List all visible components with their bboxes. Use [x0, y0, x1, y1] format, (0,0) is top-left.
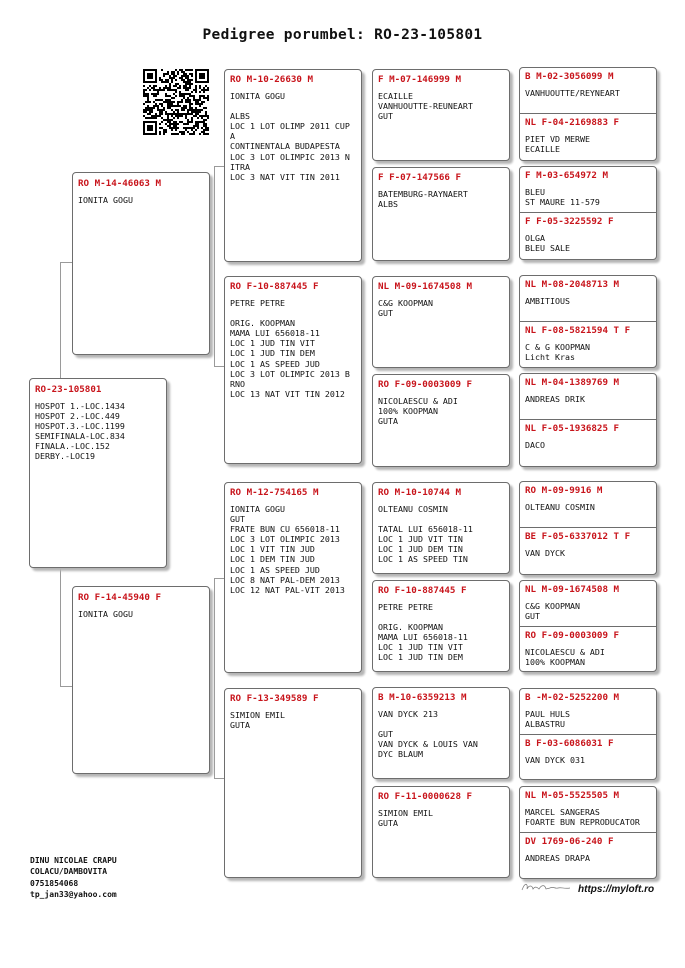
divider: [520, 626, 656, 627]
detail-line: C & G KOOPMAN: [525, 342, 590, 352]
detail-line: LOC 1 AS SPEED JUD: [230, 358, 320, 369]
ring-number: RO M-12-754165 M: [230, 487, 319, 498]
detail-line: PETRE PETRE: [230, 298, 285, 308]
detail-line: LOC 1 JUD TIN VIT: [230, 338, 315, 349]
detail-line: 100% KOOPMAN: [525, 657, 585, 668]
ring-number: DV 1769-06-240 F: [525, 836, 614, 847]
detail-line: C&G KOOPMAN: [378, 298, 433, 308]
detail-line: IONITA GOGU: [230, 504, 285, 514]
detail-line: SIMION EMIL: [378, 808, 433, 818]
divider: [520, 113, 656, 114]
detail-line: ANDREAS DRIK: [525, 394, 585, 404]
ring-number: B -M-02-5252200 M: [525, 692, 620, 703]
page-title: Pedigree porumbel: RO-23-105801: [202, 27, 483, 43]
detail-line: GUT: [378, 308, 393, 319]
gen3-card[interactable]: [372, 276, 510, 368]
owner-location: COLACU/DAMBOVITA: [30, 867, 108, 877]
divider: [520, 734, 656, 735]
ring-number: RO F-09-0003009 F: [525, 630, 620, 641]
detail-line: LOC 1 AS SPEED TIN: [378, 554, 468, 565]
website-link[interactable]: https://myloft.ro: [578, 884, 655, 895]
bird-details: [378, 396, 506, 426]
detail-line: [230, 308, 358, 318]
ring-number: RO M-10-10744 M: [378, 487, 461, 498]
detail-line: NICOLAESCU & ADI: [525, 647, 605, 657]
detail-line: IONITA GOGU: [230, 91, 285, 101]
ring-number: B F-03-6086031 F: [525, 738, 614, 749]
detail-line: LOC 3 LOT OLIMPIC 2013 B: [230, 368, 350, 379]
gen4-card[interactable]: [519, 373, 657, 467]
detail-line: LOC 1 JUD TIN DEM: [230, 348, 315, 359]
dam-details: [78, 609, 206, 619]
granddam-paternal-card[interactable]: [224, 276, 362, 464]
detail-line: RNO: [230, 378, 245, 389]
detail-line: ITRA: [230, 161, 250, 172]
detail-line: HOSPOT.3.-LOC.1199: [35, 421, 125, 432]
bird-details: [525, 394, 653, 404]
bird-details: [230, 710, 358, 730]
detail-line: LOC 3 NAT VIT TIN 2011: [230, 171, 340, 182]
detail-line: GUT: [378, 729, 393, 740]
detail-line: VANHUOUTTE/REYNEART: [525, 88, 620, 98]
ring-number: F F-07-147566 F: [378, 172, 461, 183]
detail-line: PAUL HULS: [525, 709, 570, 719]
owner-name: DINU NICOLAE CRAPU: [30, 856, 117, 865]
detail-line: DYC BLAUM: [378, 749, 423, 760]
gen4-card[interactable]: [519, 166, 657, 260]
ring-number: NL M-04-1389769 M: [525, 377, 620, 388]
detail-line: LOC 1 VIT TIN JUD: [230, 544, 315, 555]
detail-line: AMBITIOUS: [525, 296, 570, 306]
connector-line: [214, 578, 224, 579]
detail-line: FOARTE BUN REPRODUCATOR: [525, 817, 640, 828]
bird-details: [378, 298, 506, 318]
detail-line: PETRE PETRE: [378, 602, 433, 612]
gen3-card[interactable]: [372, 482, 510, 574]
bird-details: [378, 504, 506, 565]
bird-details: [378, 808, 506, 828]
detail-line: VAN DYCK 031: [525, 755, 585, 765]
detail-line: LOC 1 JUD DEM TIN: [378, 544, 463, 555]
gen4-card[interactable]: [519, 481, 657, 575]
detail-line: LOC 1 JUD TIN DEM: [378, 652, 463, 663]
bird-details: [525, 807, 653, 827]
detail-line: ORIG. KOOPMAN: [230, 318, 295, 329]
ring-number: RO M-10-26630 M: [230, 74, 313, 85]
gen3-card[interactable]: [372, 580, 510, 672]
bird-details: [525, 440, 653, 450]
detail-line: [378, 612, 506, 622]
detail-line: ECAILLE: [378, 91, 413, 101]
detail-line: LOC 1 JUD VIT TIN: [378, 534, 463, 545]
bird-details: [378, 602, 506, 663]
ring-number: RO-23-105801: [35, 384, 102, 395]
bird-details: [525, 755, 653, 765]
detail-line: MARCEL SANGERAS: [525, 807, 600, 817]
detail-line: VAN DYCK 213: [378, 709, 438, 719]
grandsire-maternal-card[interactable]: [224, 482, 362, 673]
bird-details: [525, 709, 653, 729]
owner-email[interactable]: tp_jan33@yahoo.com: [30, 889, 117, 899]
gen3-card[interactable]: [372, 69, 510, 161]
detail-line: ANDREAS DRAPA: [525, 853, 590, 863]
detail-line: GUTA: [230, 720, 250, 731]
gen3-card[interactable]: [372, 374, 510, 467]
detail-line: LOC 1 JUD TIN VIT: [378, 642, 463, 653]
bird-details: [378, 189, 506, 209]
detail-line: 100% KOOPMAN: [378, 406, 438, 417]
detail-line: SIMION EMIL: [230, 710, 285, 720]
divider: [520, 419, 656, 420]
bird-details: [525, 187, 653, 207]
ring-number: F M-03-654972 M: [525, 170, 608, 181]
connector-line: [60, 262, 72, 263]
detail-line: ALBS: [378, 199, 398, 210]
detail-line: NICOLAESCU & ADI: [378, 396, 458, 406]
bird-details: [525, 342, 653, 362]
bird-details: [230, 298, 358, 399]
detail-line: VANHUOUTTE-REUNEART: [378, 101, 473, 112]
ring-number: RO F-11-0000628 F: [378, 791, 473, 802]
gen4-card[interactable]: [519, 275, 657, 368]
subject-details: [35, 401, 163, 462]
subject-card[interactable]: [29, 378, 167, 568]
detail-line: BATEMBURG-RAYNAERT: [378, 189, 468, 199]
gen4-card[interactable]: [519, 786, 657, 879]
detail-line: ALBS: [230, 111, 250, 122]
ring-number: RO F-10-887445 F: [378, 585, 467, 596]
detail-line: CONTINENTALA BUDAPESTA: [230, 141, 340, 152]
gen3-card[interactable]: [372, 786, 510, 878]
detail-line: MAMA LUI 656018-11: [230, 328, 320, 339]
ring-number: F M-07-146999 M: [378, 74, 461, 85]
detail-line: GUT: [230, 514, 245, 525]
ring-number: RO M-14-46063 M: [78, 178, 161, 189]
detail-line: LOC 13 NAT VIT TIN 2012: [230, 388, 345, 399]
detail-line: LOC 8 NAT PAL-DEM 2013: [230, 574, 340, 585]
detail-line: ECAILLE: [525, 144, 560, 155]
bird-details: [378, 709, 506, 759]
ring-number: NL M-09-1674508 M: [378, 281, 473, 292]
sire-card[interactable]: [72, 172, 210, 355]
detail-line: LOC 1 LOT OLIMP 2011 CUP: [230, 121, 350, 132]
detail-line: IONITA GOGU: [78, 195, 133, 205]
ring-number: NL F-05-1936825 F: [525, 423, 620, 434]
detail-line: LOC 1 AS SPEED JUD: [230, 564, 320, 575]
ring-number: RO F-09-0003009 F: [378, 379, 473, 390]
ring-number: RO F-13-349589 F: [230, 693, 319, 704]
connector-line: [60, 686, 72, 687]
detail-line: VAN DYCK: [525, 548, 565, 558]
detail-line: SEMIFINALA-LOC.834: [35, 431, 125, 442]
detail-line: FRATE BUN CU 656018-11: [230, 524, 340, 535]
detail-line: LOC 3 LOT OLIMPIC 2013: [230, 534, 340, 545]
detail-line: Licht Kras: [525, 352, 575, 363]
divider: [520, 527, 656, 528]
connector-line: [214, 778, 224, 779]
gen4-card[interactable]: [519, 580, 657, 672]
detail-line: LOC 12 NAT PAL-VIT 2013: [230, 584, 345, 595]
granddam-maternal-card[interactable]: [224, 688, 362, 878]
bird-details: [525, 134, 653, 154]
detail-line: DERBY.-LOC19: [35, 451, 95, 462]
divider: [520, 832, 656, 833]
detail-line: OLTEANU COSMIN: [525, 502, 595, 512]
bird-details: [378, 91, 506, 121]
gen3-card[interactable]: [372, 167, 510, 261]
connector-line: [214, 366, 224, 367]
detail-line: MAMA LUI 656018-11: [378, 632, 468, 643]
owner-phone: 0751854068: [30, 878, 79, 888]
detail-line: PIET VD MERWE: [525, 134, 590, 144]
detail-line: OLTEANU COSMIN: [378, 504, 448, 514]
detail-line: BLEU: [525, 187, 545, 197]
qr-code: [143, 69, 209, 135]
detail-line: GUT: [378, 111, 393, 122]
ring-number: RO M-09-9916 M: [525, 485, 603, 496]
detail-line: LOC 1 DEM TIN JUD: [230, 554, 315, 565]
detail-line: VAN DYCK & LOUIS VAN: [378, 739, 478, 750]
connector-line: [214, 166, 215, 366]
detail-line: FINALA.-LOC.152: [35, 441, 110, 452]
detail-line: GUTA: [378, 818, 398, 829]
detail-line: LOC 3 LOT OLIMPIC 2013 N: [230, 151, 350, 162]
detail-line: BLEU SALE: [525, 243, 570, 254]
detail-line: OLGA: [525, 233, 545, 243]
gen4-card[interactable]: [519, 67, 657, 161]
detail-line: [378, 514, 506, 524]
dam-card[interactable]: [72, 586, 210, 774]
bird-details: [525, 233, 653, 253]
owner-contact: [30, 855, 117, 900]
grandsire-paternal-card[interactable]: [224, 69, 362, 262]
ring-number: NL M-09-1674508 M: [525, 584, 620, 595]
gen4-card[interactable]: [519, 688, 657, 780]
detail-line: A: [230, 131, 235, 142]
ring-number: NL M-08-2048713 M: [525, 279, 620, 290]
ring-number: F F-05-3225592 F: [525, 216, 614, 227]
bird-details: [525, 296, 653, 306]
bird-details: [525, 647, 653, 667]
bird-details: [230, 504, 358, 595]
gen3-card[interactable]: [372, 687, 510, 779]
ring-number: BE F-05-6337012 T F: [525, 531, 631, 542]
detail-line: IONITA GOGU: [78, 609, 133, 619]
bird-details: [525, 502, 653, 512]
detail-line: C&G KOOPMAN: [525, 601, 580, 611]
connector-line: [214, 166, 224, 167]
divider: [520, 321, 656, 322]
ring-number: RO F-14-45940 F: [78, 592, 161, 603]
detail-line: ST MAURE 11-579: [525, 197, 600, 208]
detail-line: HOSPOT 1.-LOC.1434: [35, 401, 125, 411]
bird-details: [525, 601, 653, 621]
detail-line: TATAL LUI 656018-11: [378, 524, 473, 535]
detail-line: [378, 719, 506, 729]
ring-number: RO F-10-887445 F: [230, 281, 319, 292]
ring-number: NL M-05-5525505 M: [525, 790, 620, 801]
detail-line: HOSPOT 2.-LOC.449: [35, 411, 120, 422]
bird-details: [525, 853, 653, 863]
divider: [520, 212, 656, 213]
ring-number: B M-10-6359213 M: [378, 692, 467, 703]
bird-details: [525, 88, 653, 98]
detail-line: DACO: [525, 440, 545, 450]
bird-details: [525, 548, 653, 558]
detail-line: GUT: [525, 611, 540, 622]
detail-line: ALBASTRU: [525, 719, 565, 730]
ring-number: B M-02-3056099 M: [525, 71, 614, 82]
connector-line: [214, 578, 215, 778]
detail-line: [230, 101, 358, 111]
detail-line: GUTA: [378, 416, 398, 427]
detail-line: ORIG. KOOPMAN: [378, 622, 443, 633]
ring-number: NL F-04-2169883 F: [525, 117, 620, 128]
signature: [520, 880, 572, 894]
bird-details: [230, 91, 358, 182]
ring-number: NL F-08-5821594 T F: [525, 325, 631, 336]
sire-details: [78, 195, 206, 205]
